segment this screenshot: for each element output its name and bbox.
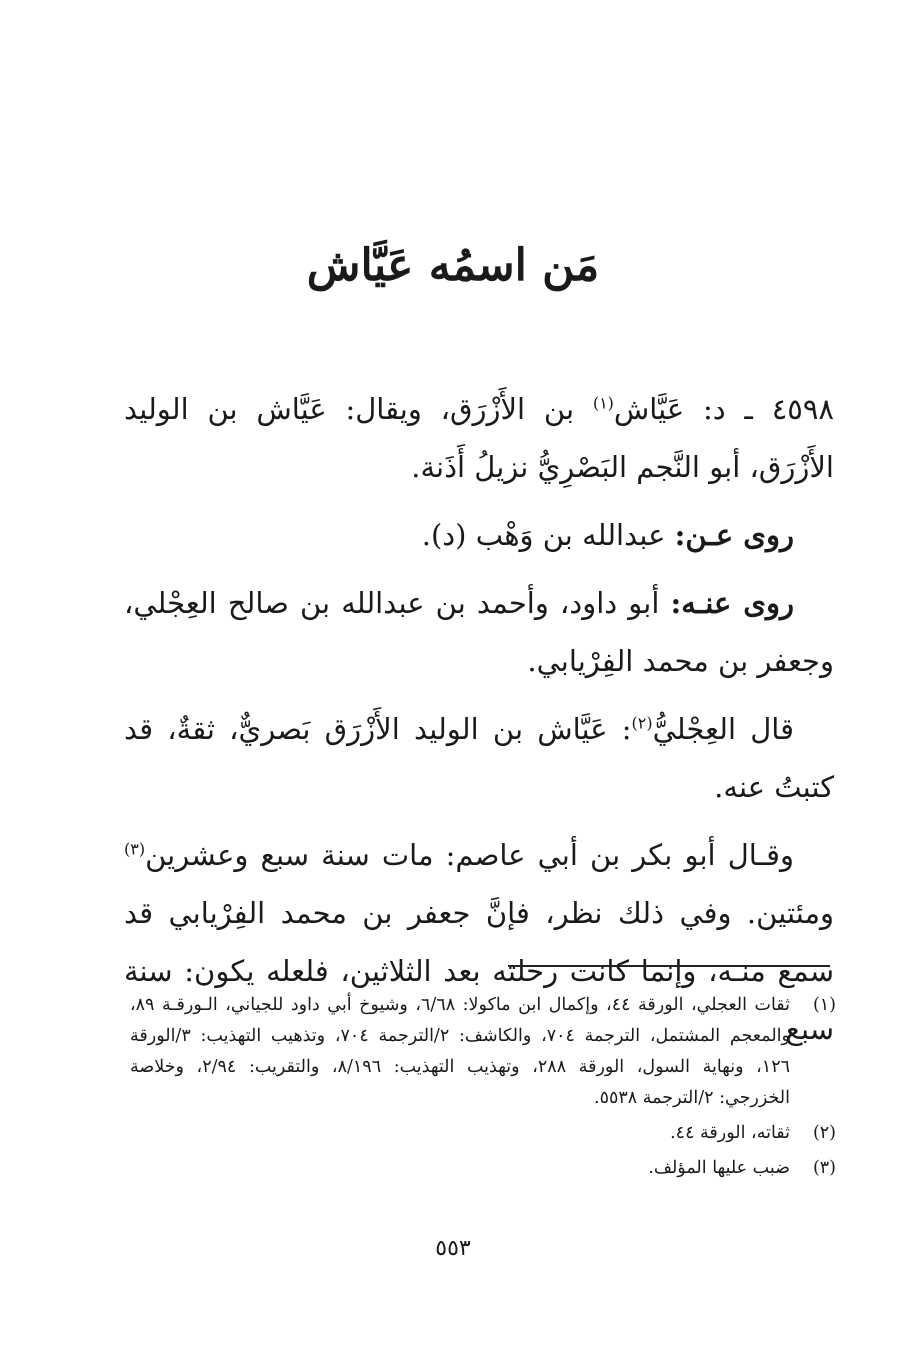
abubakr-text: وقـال أبو بكر بن أبي عاصم: مات سنة سبع وعشرين bbox=[145, 838, 794, 872]
footnote bbox=[130, 990, 836, 1114]
footnote-ref-3: (٣) bbox=[124, 839, 146, 859]
footnote bbox=[130, 1118, 836, 1149]
footnote-text: ثقات العجلي، الورقة ٤٤، وإكمال ابن ماكولا: ٦/٦٨، وشيوخ أبي داود للجياني، الـورقـة ٨٩، والمعجم المشتمل، الترجمة ٧٠٤، والكاشف: ٢/الترجمة ٧٠٤، وتذهيب التهذيب: ٣/الورقة ١٢٦، ونهاية السول، الورقة ٢٨٨، وتهذيب التهذيب: ٨/١٩٦، والتقريب: ٢/٩٤، وخلاصة الخزرجي: ٢/الترجمة ٥٥٣٨. bbox=[130, 995, 791, 1108]
entry-intro-rest: بن الأَزْرَق، ويقال: عَيَّاش بن الوليد الأَزْرَق، أبو النَّجم البَصْرِيُّ نزيلُ أَذَنة. bbox=[124, 392, 834, 484]
narrated-from bbox=[124, 506, 834, 564]
footnote-divider bbox=[508, 965, 830, 967]
section-heading: مَن اسمُه عَيَّاش bbox=[306, 240, 600, 291]
footnote-text: ضبب عليها المؤلف. bbox=[648, 1158, 790, 1178]
footnote bbox=[130, 1153, 836, 1184]
footnote-number: (٢) bbox=[812, 1123, 836, 1143]
footnote-number: (٣) bbox=[812, 1158, 836, 1178]
footnote-ref-2: (٢) bbox=[631, 713, 653, 733]
narrated-by-label: روى عنـه: bbox=[670, 586, 795, 620]
narrated-by-text: أبو داود، وأحمد بن عبدالله بن صالح العِجْلي، وجعفر بن محمد الفِرْيابي. bbox=[124, 586, 834, 678]
entry-intro bbox=[124, 380, 834, 496]
footnotes bbox=[130, 990, 836, 1188]
narrated-by bbox=[124, 574, 834, 690]
page-number: ٥٥٣ bbox=[435, 1236, 471, 1261]
footnote-number: (١) bbox=[812, 995, 836, 1015]
narrated-from-label: روى عـن: bbox=[674, 518, 794, 552]
footnote-ref-1: (١) bbox=[592, 393, 614, 413]
ijli-text: : عَيَّاش بن الوليد الأَزْرَق بَصريٌّ، ثقةٌ، قد كتبتُ عنه. bbox=[124, 712, 834, 804]
ijli-start: قال العِجْليُّ bbox=[652, 712, 794, 746]
entry-intro-text: ٤٥٩٨ ـ د: عَيَّاش bbox=[613, 392, 835, 426]
narrated-from-text: عبدالله بن وَهْب (د). bbox=[421, 518, 666, 552]
footnote-text: ثقاته، الورقة ٤٤. bbox=[670, 1123, 790, 1143]
abubakr-rest: ومئتين. وفي ذلك نظر، فإنَّ جعفر بن محمد الفِرْيابي قد سمع منـه، وإنما كانت رحلته بعد الثلاثين، فلعله يكون: سنة سبع bbox=[124, 896, 834, 1046]
ijli-statement bbox=[124, 700, 834, 816]
